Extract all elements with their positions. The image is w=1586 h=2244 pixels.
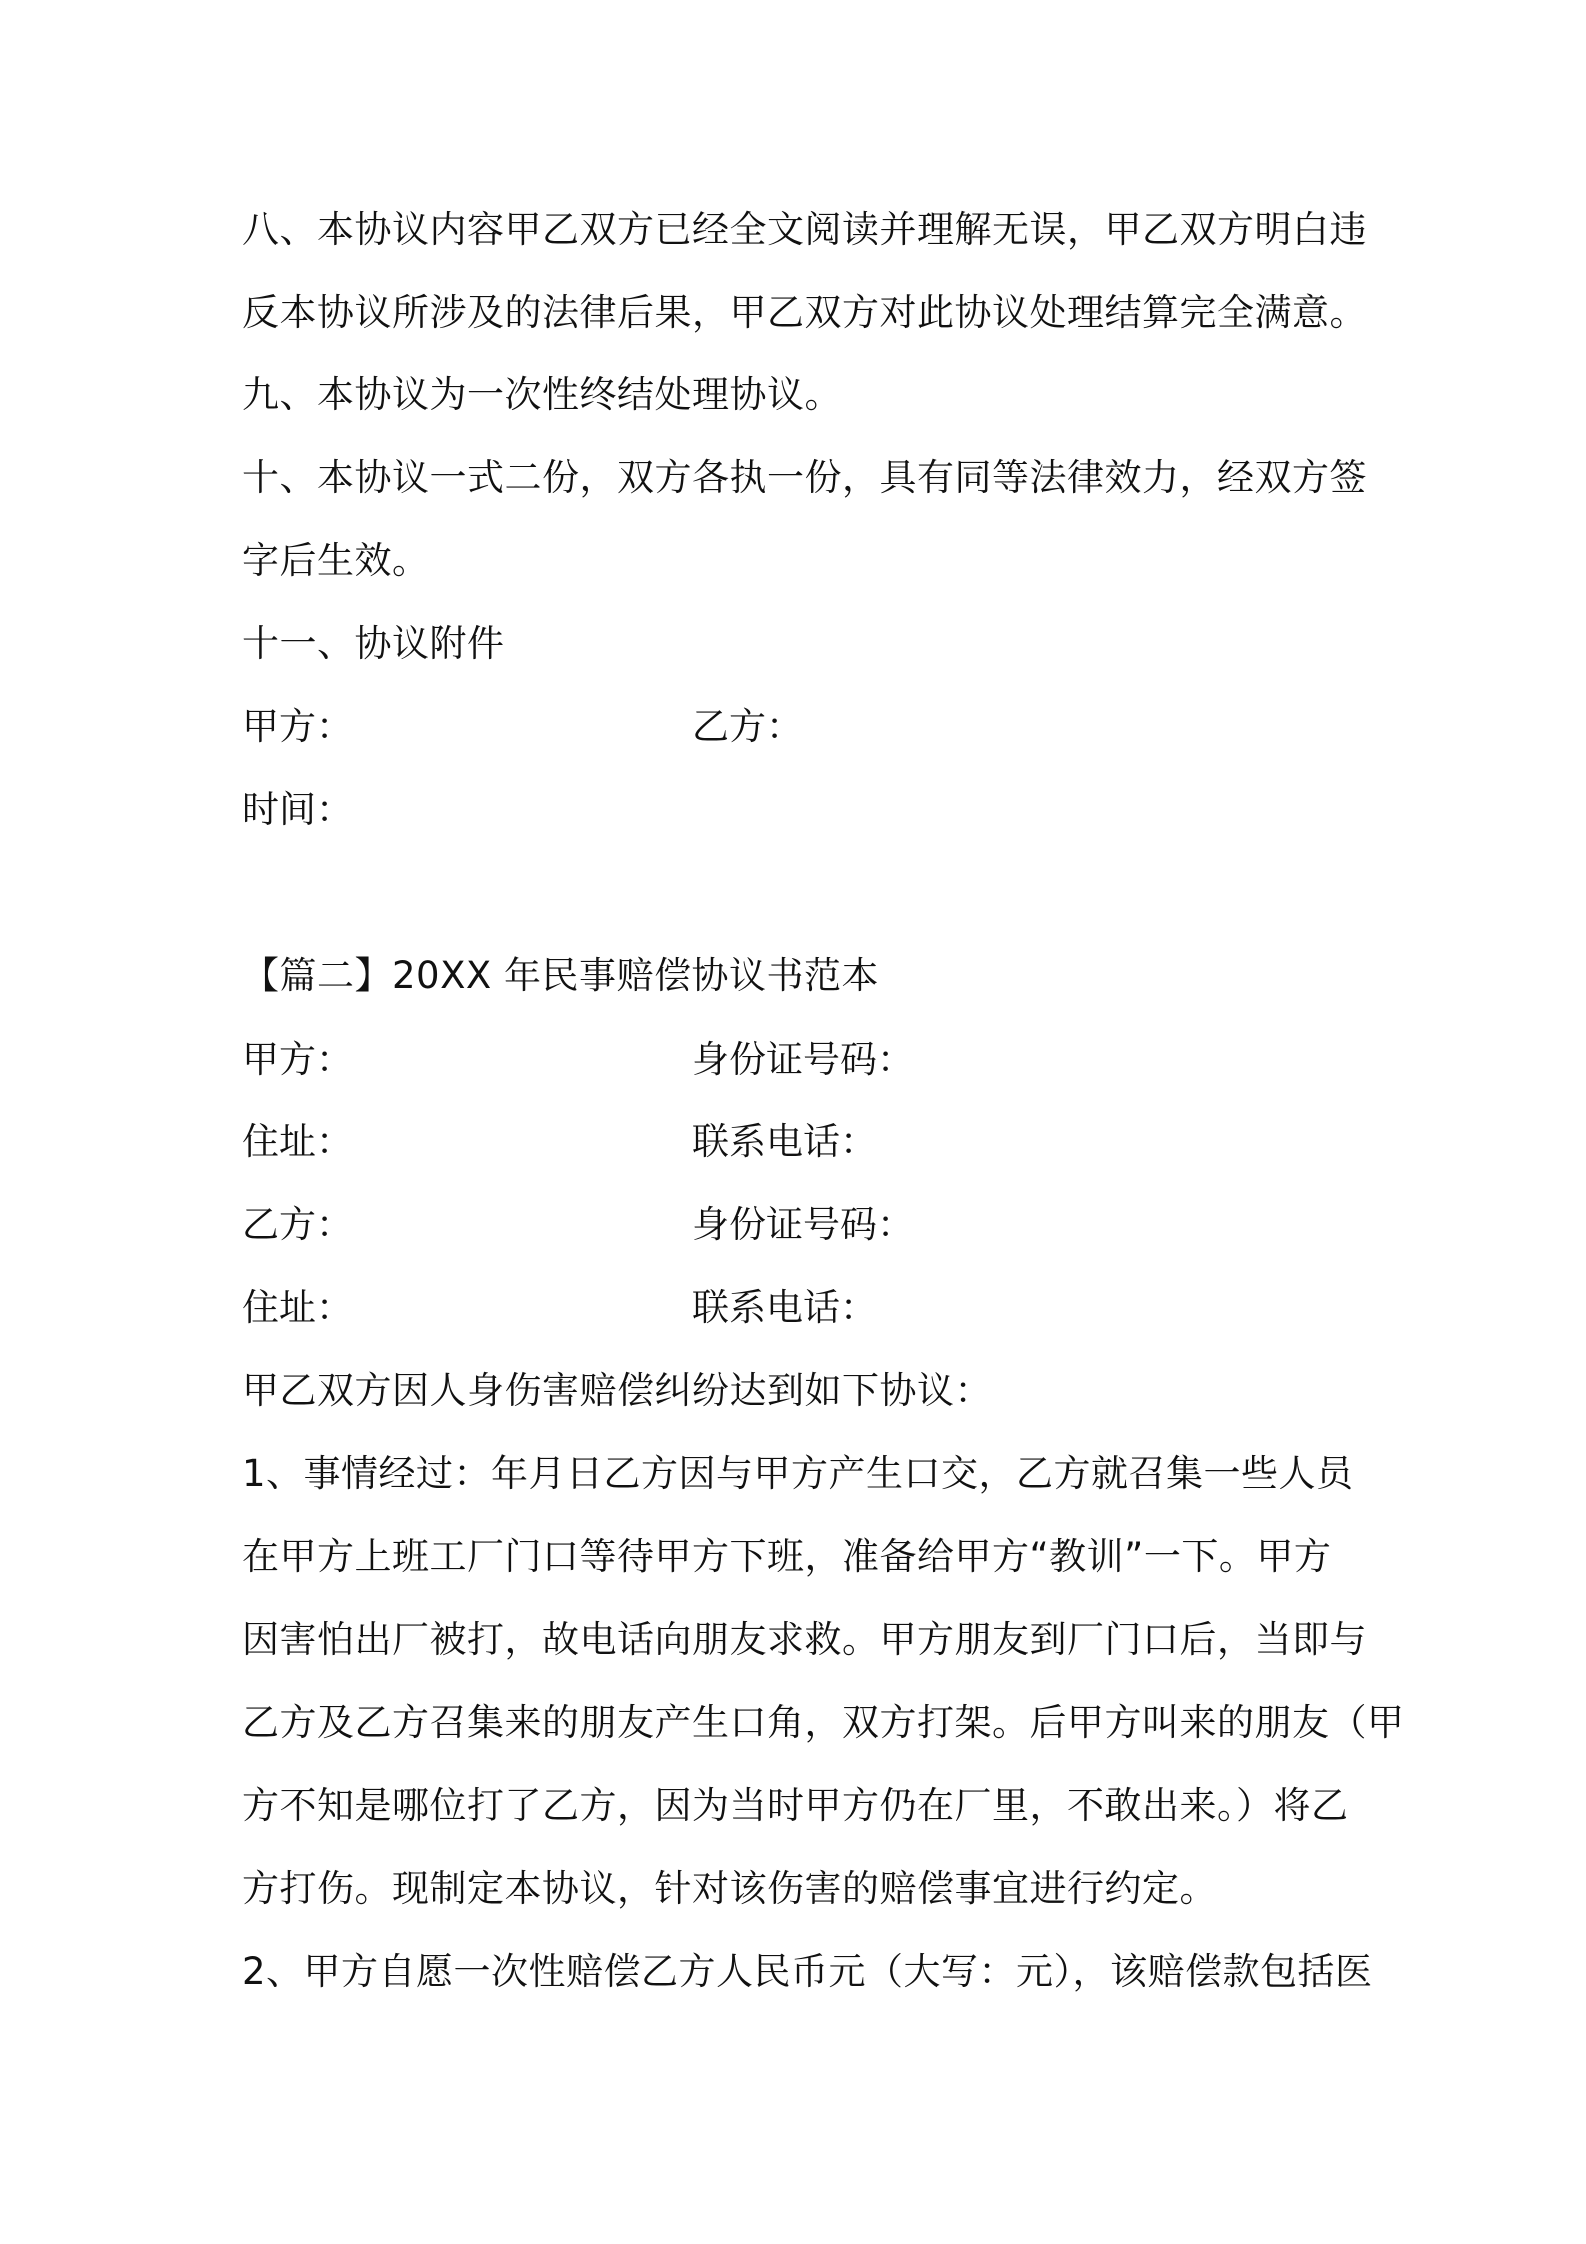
party-a-id-label: 身份证号码： <box>692 1038 914 1081</box>
item-2-line-1: 2、甲方自愿一次性赔偿乙方人民币元（大写：元），该赔偿款包括医 <box>242 1950 1373 1993</box>
party-a-phone-label: 联系电话： <box>692 1120 877 1163</box>
party-b-phone-label: 联系电话： <box>692 1286 877 1329</box>
item-1-line-1: 1、事情经过：年月日乙方因与甲方产生口交，乙方就召集一些人员 <box>242 1452 1354 1495</box>
clause-8-line-2: 反本协议所涉及的法律后果，甲乙双方对此协议处理结算完全满意。 <box>242 291 1367 334</box>
item-1-line-4: 乙方及乙方召集来的朋友产生口角，双方打架。后甲方叫来的朋友（甲 <box>242 1701 1405 1744</box>
signature-time-label: 时间： <box>242 788 353 831</box>
clause-10-line-2: 字后生效。 <box>242 539 430 582</box>
clause-9: 九、本协议为一次性终结处理协议。 <box>242 373 842 416</box>
party-a-address-label: 住址： <box>242 1120 353 1163</box>
item-1-line-5: 方不知是哪位打了乙方，因为当时甲方仍在厂里，不敢出来。）将乙 <box>242 1784 1349 1827</box>
party-b-id-label: 身份证号码： <box>692 1203 914 1246</box>
clause-8-line-1: 八、本协议内容甲乙双方已经全文阅读并理解无误，甲乙双方明白违 <box>242 208 1367 251</box>
item-1-line-3: 因害怕出厂被打，故电话向朋友求救。甲方朋友到厂门口后，当即与 <box>242 1618 1367 1661</box>
item-1-line-6: 方打伤。现制定本协议，针对该伤害的赔偿事宜进行约定。 <box>242 1867 1217 1910</box>
party-a-label: 甲方： <box>242 1038 353 1081</box>
clause-10-line-1: 十、本协议一式二份，双方各执一份，具有同等法律效力，经双方签 <box>242 456 1367 499</box>
party-b-label: 乙方： <box>242 1203 353 1246</box>
signature-party-a-label: 甲方： <box>242 705 353 748</box>
agreement-intro: 甲乙双方因人身伤害赔偿纠纷达到如下协议： <box>242 1369 992 1412</box>
signature-party-b-label: 乙方： <box>692 705 803 748</box>
party-b-address-label: 住址： <box>242 1286 353 1329</box>
clause-11: 十一、协议附件 <box>242 622 505 665</box>
item-1-line-2: 在甲方上班工厂门口等待甲方下班，准备给甲方“教训”一下。甲方 <box>242 1535 1332 1578</box>
section-two-title: 【篇二】20XX 年民事赔偿协议书范本 <box>242 954 880 997</box>
